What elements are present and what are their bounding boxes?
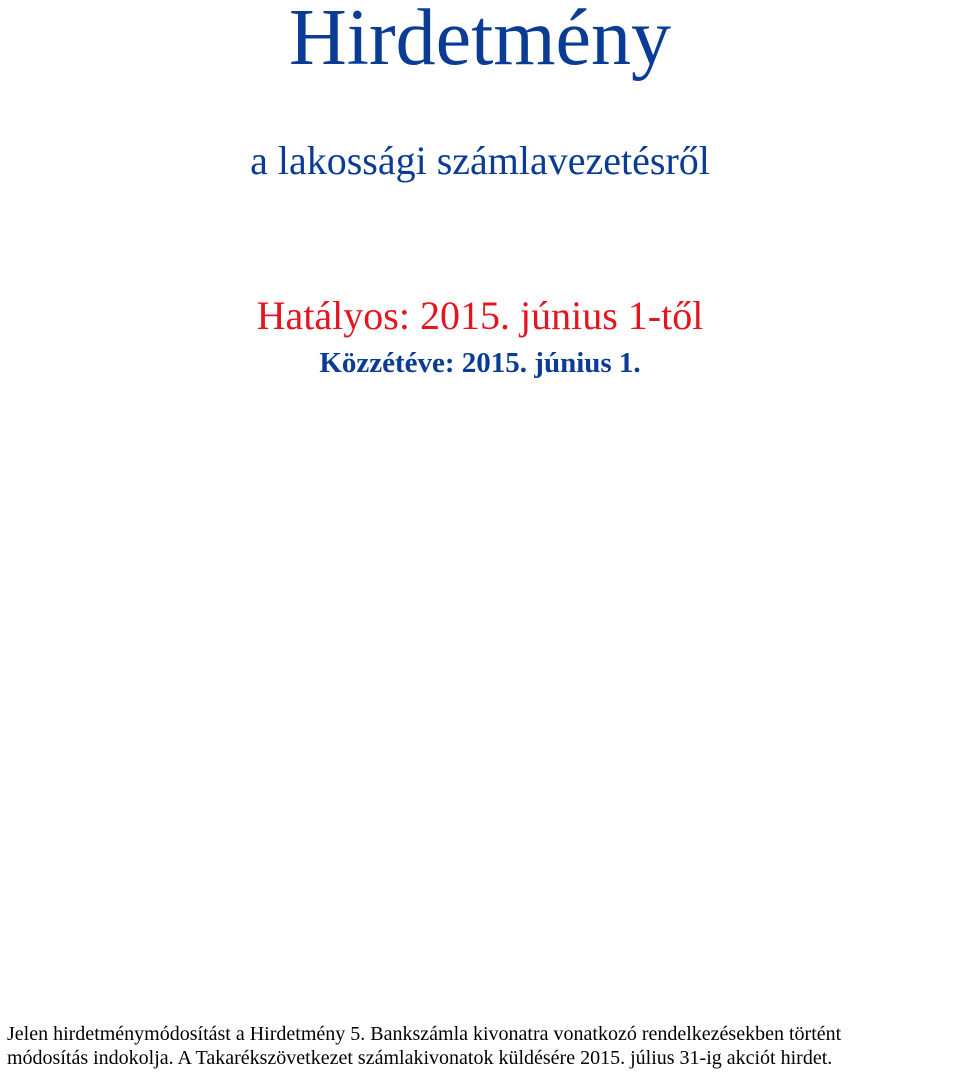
published-date: Közzétéve: 2015. június 1.: [319, 347, 641, 379]
effective-date: Hatályos: 2015. június 1-től: [256, 293, 704, 338]
amendment-note-line-2: módosítás indokolja. A Takarékszövetkezet számlakivonatok küldésére 2015. július 31-ig akciót hirdet.: [7, 1047, 833, 1069]
amendment-note-line-1: Jelen hirdetménymódosítást a Hirdetmény 5. Bankszámla kivonatra vonatkozó rendelkezésekben történt: [7, 1023, 842, 1045]
document-subtitle: a lakossági számlavezetésről: [250, 138, 710, 183]
amendment-note: [7, 1022, 960, 1070]
document-title: Hirdetmény: [288, 0, 672, 82]
